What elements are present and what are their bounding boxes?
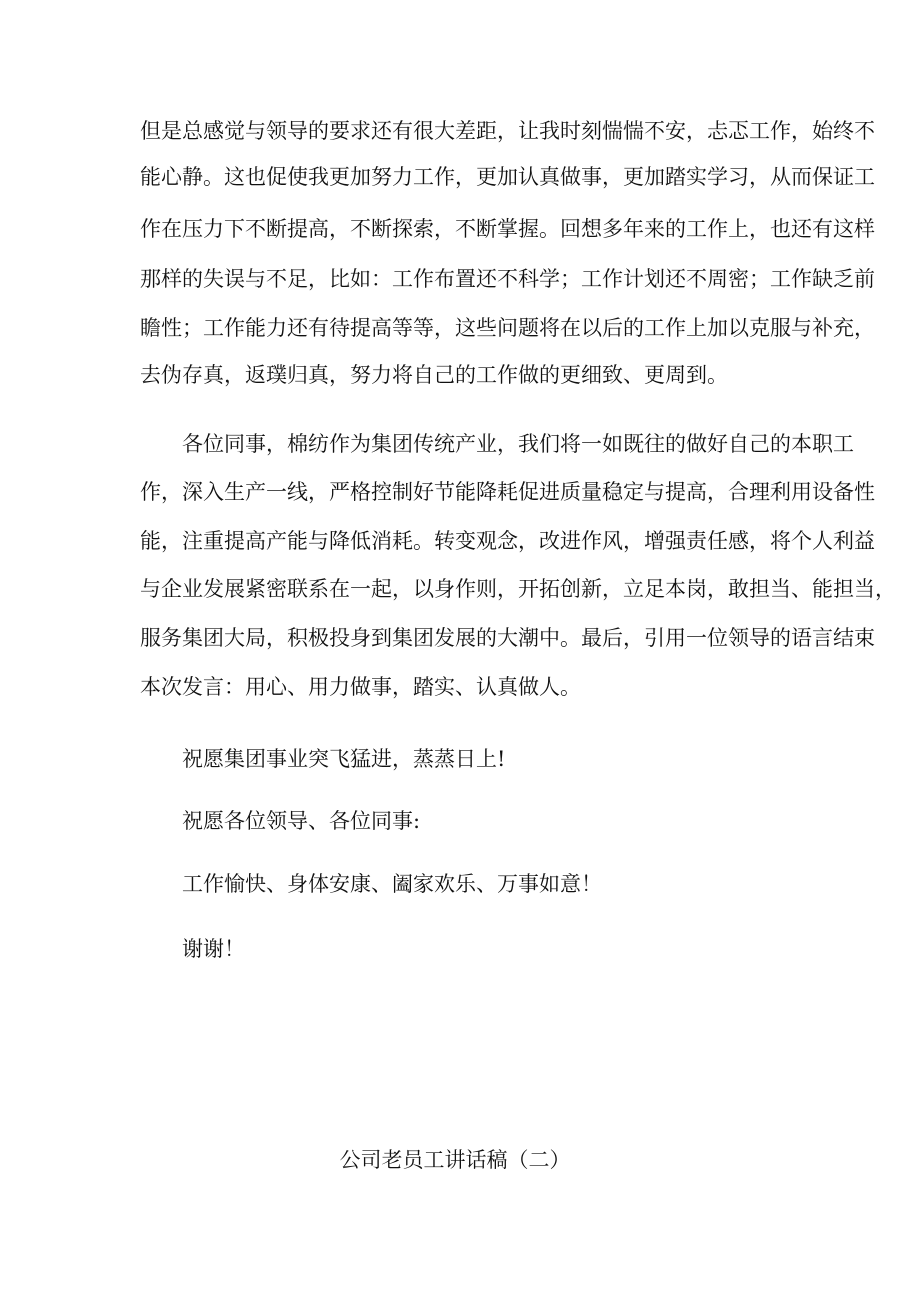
paragraph-2-line: 作，深入生产一线，严格控制好节能降耗促进质量稳定与提高，合理利用设备性	[140, 480, 875, 504]
closing-thanks: 谢谢！	[182, 937, 245, 961]
paragraph-1-line: 作在压力下不断提高，不断探索，不断掌握。回想多年来的工作上，也还有这样	[140, 217, 875, 241]
paragraph-1-line: 那样的失误与不足，比如：工作布置还不科学；工作计划还不周密；工作缺乏前	[140, 267, 875, 291]
paragraph-1-line: 但是总感觉与领导的要求还有很大差距，让我时刻惴惴不安，忐忑工作，始终不	[140, 119, 875, 143]
paragraph-2-line: 与企业发展紧密联系在一起，以身作则，开拓创新，立足本岗，敢担当、能担当，	[140, 577, 896, 601]
paragraph-1-line: 能心静。这也促使我更加努力工作，更加认真做事，更加踏实学习，从而保证工	[140, 165, 875, 189]
closing-wish-1: 祝愿集团事业突飞猛进，蒸蒸日上!	[182, 747, 506, 771]
paragraph-1-line: 去伪存真，返璞归真，努力将自己的工作做的更细致、更周到。	[140, 363, 728, 387]
paragraph-1-line: 瞻性；工作能力还有待提高等等，这些问题将在以后的工作上加以克服与补充，	[140, 316, 875, 340]
closing-wish-3: 工作愉快、身体安康、阖家欢乐、万事如意！	[182, 872, 602, 896]
closing-wish-2: 祝愿各位领导、各位同事:	[182, 809, 421, 833]
next-section-title: 公司老员工讲话稿（二）	[339, 1148, 571, 1172]
paragraph-2-line: 本次发言：用心、用力做事，踏实、认真做人。	[140, 675, 581, 699]
paragraph-2-line: 各位同事，棉纺作为集团传统产业，我们将一如既往的做好自己的本职工	[182, 432, 854, 456]
paragraph-2-line: 服务集团大局，积极投身到集团发展的大潮中。最后，引用一位领导的语言结束	[140, 626, 875, 650]
paragraph-2-line: 能，注重提高产能与降低消耗。转变观念，改进作风，增强责任感，将个人利益	[140, 529, 875, 553]
